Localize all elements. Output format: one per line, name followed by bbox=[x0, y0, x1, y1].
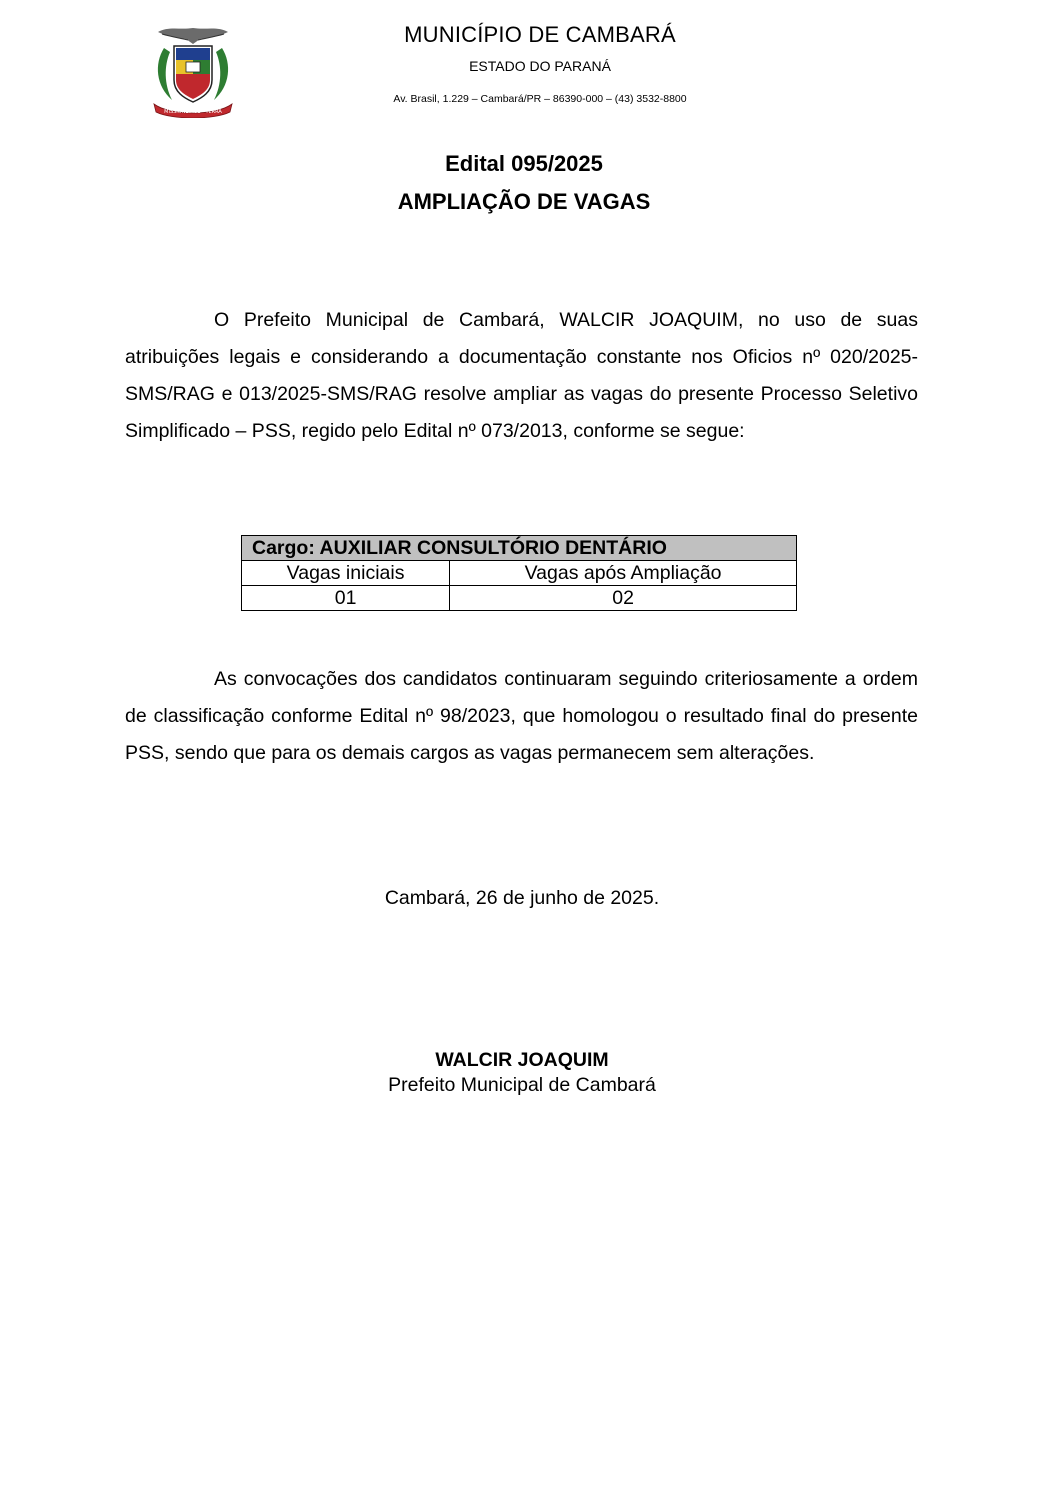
signer-role: Prefeito Municipal de Cambará bbox=[388, 1074, 656, 1096]
body-paragraph-2: As convocações dos candidatos continuaram seguindo criteriosamente a ordem de classificação conforme Edital nº 98/2023, que homologou o resultado final do presente PSS, sendo que para os demais cargos as vagas permanecem sem alterações. bbox=[125, 668, 918, 764]
municipality-name: MUNICÍPIO DE CAMBARÁ bbox=[404, 22, 676, 47]
municipal-coat-of-arms-icon bbox=[150, 24, 236, 118]
signer-name: WALCIR JOAQUIM bbox=[435, 1049, 609, 1071]
value-vagas-iniciais: 01 bbox=[242, 586, 450, 611]
document-date: Cambará, 26 de junho de 2025. bbox=[384, 887, 660, 909]
body-paragraph-1: O Prefeito Municipal de Cambará, WALCIR JOAQUIM, no uso de suas atribuições legais e considerando a documentação constante nos Oficios nº 020/2025-SMS/RAG e 013/2025-SMS/RAG resolve ampliar as vagas do presente Processo Seletivo Simplificado – PSS, regido pelo Edital nº 073/2013, conforme se segue: bbox=[125, 309, 918, 442]
state-name: ESTADO DO PARANÁ bbox=[469, 58, 611, 74]
municipality-address: Av. Brasil, 1.229 – Cambará/PR – 86390-000 – (43) 3532-8800 bbox=[393, 93, 687, 105]
edital-subject: AMPLIAÇÃO DE VAGAS bbox=[397, 189, 651, 214]
value-vagas-apos-ampliacao: 02 bbox=[450, 586, 797, 611]
column-header-vagas-iniciais: Vagas iniciais bbox=[242, 561, 450, 586]
crest-motto: MISSIONEIROS · TERRA bbox=[164, 109, 222, 115]
edital-number: Edital 095/2025 bbox=[445, 151, 603, 176]
column-header-vagas-apos-ampliacao: Vagas após Ampliação bbox=[450, 561, 797, 586]
cargo-header: Cargo: AUXILIAR CONSULTÓRIO DENTÁRIO bbox=[242, 536, 797, 561]
vagas-table bbox=[241, 535, 797, 611]
